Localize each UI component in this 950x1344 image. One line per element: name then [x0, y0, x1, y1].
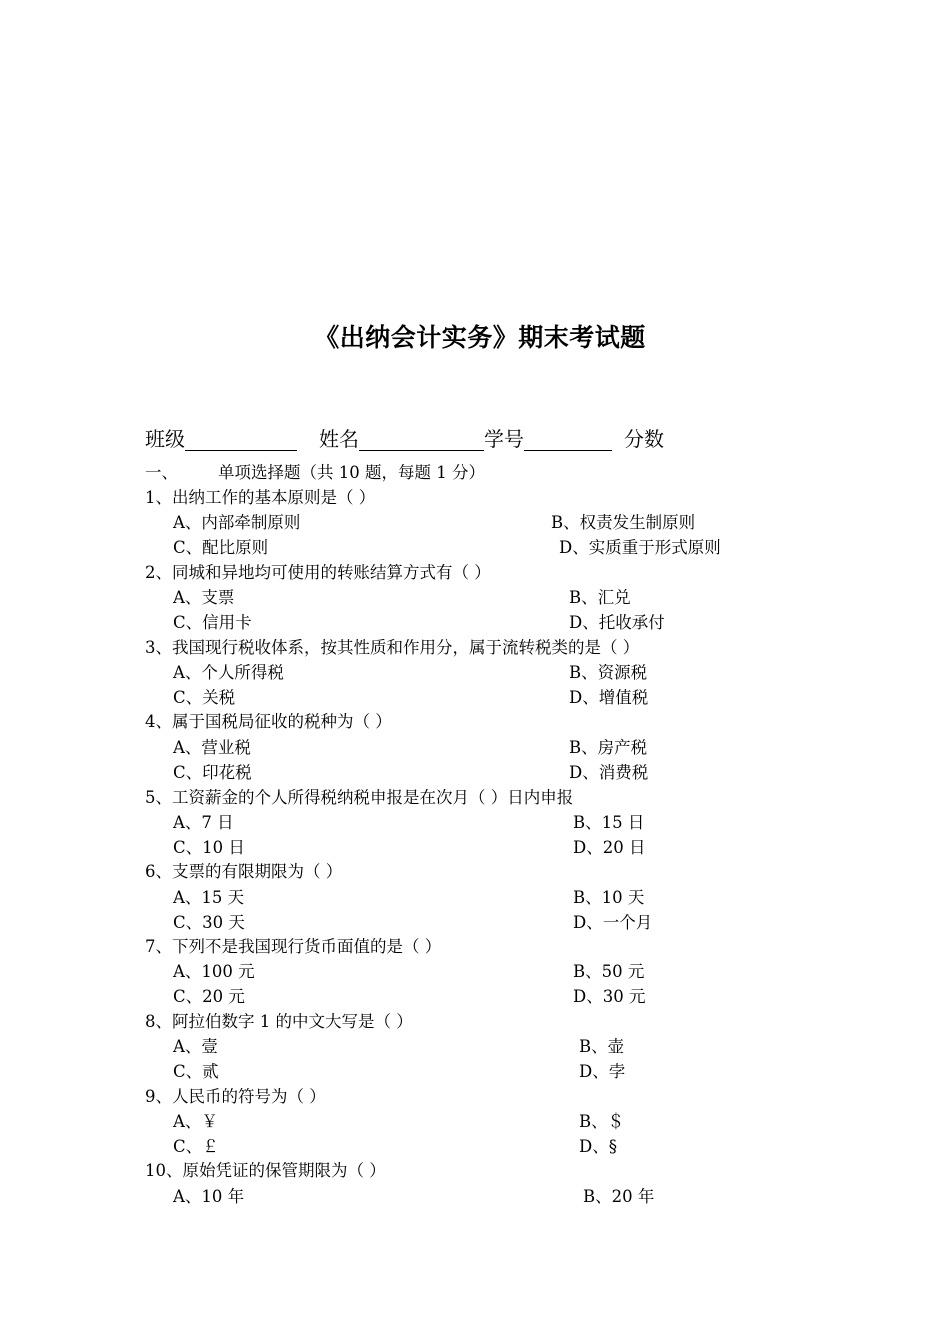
option-d: D、孛: [579, 1062, 626, 1081]
option-b: B、汇兑: [569, 588, 631, 607]
question-6: 6、支票的有限期限为（ ）: [145, 862, 343, 881]
option-c: C、贰: [173, 1062, 219, 1081]
option-a: A、10 年: [173, 1187, 245, 1206]
option-b: B、＄: [579, 1112, 625, 1131]
option-a: A、内部牵制原则: [173, 513, 301, 532]
student-id-label: 学号: [484, 427, 524, 451]
section-title: 单项选择题（共 10 题，每题 1 分）: [218, 463, 485, 482]
option-b: B、权责发生制原则: [551, 513, 696, 532]
question-10: 10、原始凭证的保管期限为（ ）: [145, 1161, 386, 1180]
question-9: 9、人民币的符号为（ ）: [145, 1087, 326, 1106]
section-heading: [145, 463, 485, 483]
name-label: 姓名: [319, 427, 359, 451]
option-b: B、10 天: [573, 888, 645, 907]
option-c: C、关税: [173, 688, 236, 707]
class-label: 班级: [145, 427, 185, 451]
option-d: D、增值税: [569, 688, 649, 707]
question-2: 2、同城和异地均可使用的转账结算方式有（ ）: [145, 563, 491, 582]
option-c: C、￡: [173, 1137, 219, 1156]
option-c: C、30 天: [173, 913, 245, 932]
option-b: B、资源税: [569, 663, 648, 682]
question-8: 8、阿拉伯数字 1 的中文大写是（ ）: [145, 1012, 413, 1031]
option-d: D、20 日: [573, 838, 646, 857]
option-c: C、信用卡: [173, 613, 252, 632]
option-b: B、壶: [579, 1037, 625, 1056]
option-c: C、印花税: [173, 763, 252, 782]
option-d: D、实质重于形式原则: [559, 538, 721, 557]
student-id-blank[interactable]: [524, 428, 612, 451]
option-c: C、配比原则: [173, 538, 269, 557]
name-blank[interactable]: [359, 428, 484, 451]
option-b: B、20 年: [583, 1187, 655, 1206]
option-a: A、支票: [173, 588, 235, 607]
option-c: C、20 元: [173, 987, 245, 1006]
question-5: 5、工资薪金的个人所得税纳税申报是在次月（ ）日内申报: [145, 788, 574, 807]
option-d: D、30 元: [573, 987, 646, 1006]
exam-title: 《出纳会计实务》期末考试题: [314, 323, 646, 352]
student-info-line: [145, 423, 664, 452]
option-a: A、15 天: [173, 888, 245, 907]
option-a: A、7 日: [173, 813, 234, 832]
score-label: 分数: [624, 427, 664, 451]
option-d: D、一个月: [573, 913, 653, 932]
option-a: A、营业税: [173, 738, 251, 757]
option-c: C、10 日: [173, 838, 245, 857]
question-7: 7、下列不是我国现行货币面值的是（ ）: [145, 937, 442, 956]
question-1: 1、出纳工作的基本原则是（ ）: [145, 488, 376, 507]
option-a: A、个人所得税: [173, 663, 284, 682]
class-blank[interactable]: [185, 428, 297, 451]
option-a: A、￥: [173, 1112, 218, 1131]
question-4: 4、属于国税局征收的税种为（ ）: [145, 712, 392, 731]
option-b: B、房产税: [569, 738, 648, 757]
option-b: B、50 元: [573, 962, 645, 981]
option-d: D、托收承付: [569, 613, 665, 632]
option-d: D、§: [579, 1137, 617, 1156]
option-a: A、100 元: [173, 962, 255, 981]
option-d: D、消费税: [569, 763, 649, 782]
section-number: 一、: [145, 463, 178, 482]
option-b: B、15 日: [573, 813, 645, 832]
question-3: 3、我国现行税收体系，按其性质和作用分，属于流转税类的是（ ）: [145, 638, 640, 657]
option-a: A、壹: [173, 1037, 218, 1056]
